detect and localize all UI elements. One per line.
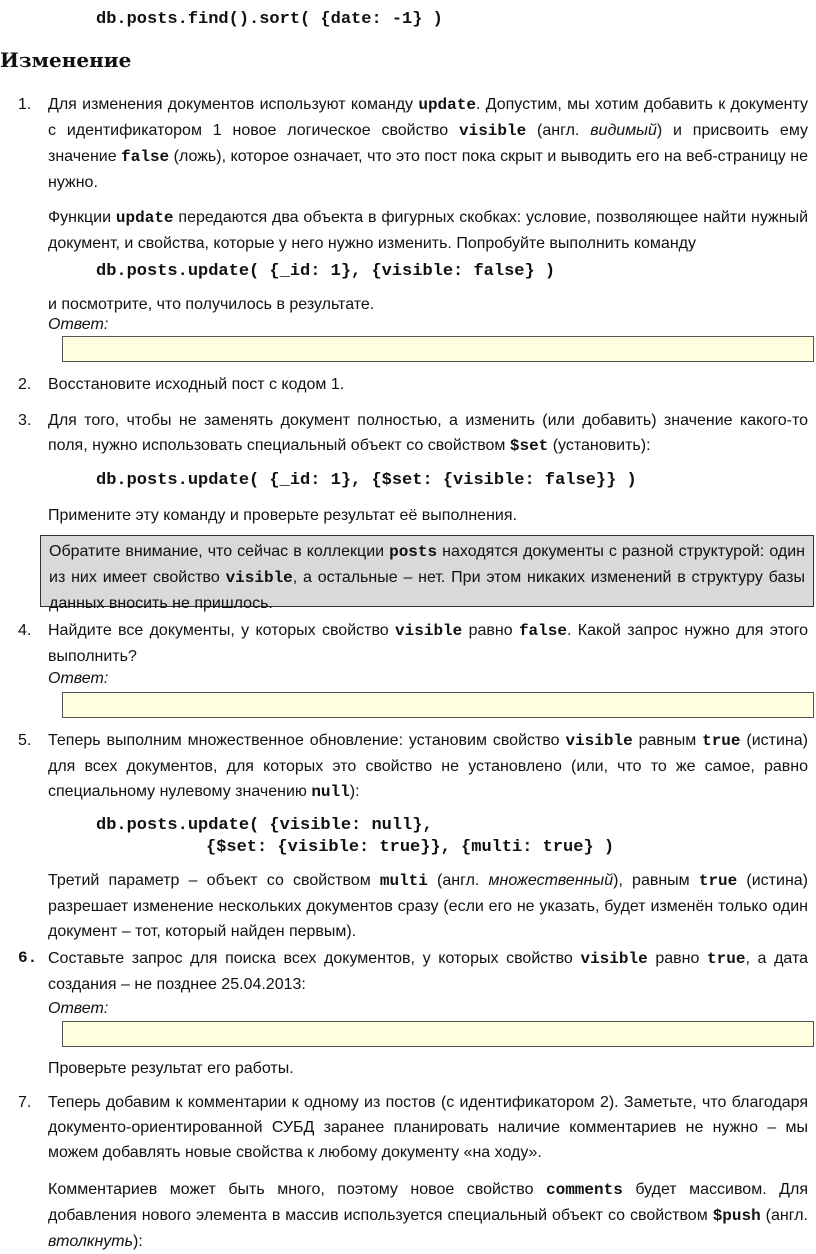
code-keyword: visible	[225, 569, 293, 587]
text-run: будет массивом. Для добавления нового элемента в массив используется специальный объект со свойством	[48, 1181, 809, 1224]
note-text	[49, 539, 805, 616]
code-keyword: null	[311, 783, 350, 801]
sort-code-line: db.posts.find().sort( {date: -1} )	[96, 10, 443, 29]
code-keyword: $push	[712, 1207, 761, 1225]
code-keyword: true	[698, 872, 738, 890]
text-run: , а остальные – нет. При этом никаких изменений в структуру базы данных вносить не пришлось.	[49, 569, 805, 612]
text-run: (ложь), которое означает, что это пост пока скрыт и выводить его на веб-страницу не нужно.	[48, 148, 808, 191]
item-number: 7.	[18, 1094, 32, 1111]
item-number: 2.	[18, 376, 32, 393]
section-title: Изменение	[0, 48, 132, 72]
text-run: множественный	[488, 872, 614, 889]
answer-field[interactable]	[62, 336, 814, 362]
set-code-line: db.posts.update( {_id: 1}, {$set: {visible: false}} )	[96, 471, 637, 490]
text-run: Для изменения документов используют команду	[48, 96, 419, 113]
code-keyword: update	[115, 209, 174, 227]
text-run: передаются два объекта в фигурных скобках: условие, позволяющее найти нужный документ, и свойства, которые у него нужно изменить. Попробуйте выполнить команду	[48, 209, 809, 252]
answer-label: Ответ:	[48, 316, 109, 333]
multi-code-line-1: db.posts.update( {visible: null},	[96, 816, 433, 835]
text-run: втолкнуть	[48, 1233, 133, 1250]
item-number: 5.	[18, 732, 32, 749]
text-run: видимый	[590, 122, 657, 139]
text-run: Составьте запрос для поиска всех документов, у которых свойство	[48, 950, 581, 967]
text-run: Комментариев может быть много, поэтому новое свойство	[48, 1181, 546, 1198]
update-code-line: db.posts.update( {_id: 1}, {visible: false} )	[96, 262, 556, 281]
item-number: 6.	[18, 949, 38, 967]
multi-code-line-2: {$set: {visible: true}}, {multi: true} )	[206, 838, 615, 857]
item2-paragraph: Восстановите исходный пост с кодом 1.	[48, 376, 345, 393]
item3-paragraph	[48, 408, 808, 459]
text-run: , а дата создания – не позднее 25.04.2013:	[48, 950, 809, 993]
text-run: Найдите все документы, у которых свойство	[48, 622, 396, 639]
text-run: находятся документы с разной структурой: один из них имеет свойство	[49, 543, 805, 586]
item7-paragraph-2	[48, 1177, 808, 1254]
answer-label: Ответ:	[48, 1000, 109, 1017]
code-keyword: $set	[509, 437, 549, 455]
item-number: 4.	[18, 622, 32, 639]
text-run: ), равным	[613, 872, 699, 889]
code-keyword: true	[702, 732, 741, 750]
text-run: . Какой запрос нужно для этого выполнить?	[48, 622, 809, 665]
text-run: равно	[647, 950, 708, 967]
code-keyword: update	[418, 96, 476, 114]
note-box	[40, 535, 814, 612]
code-keyword: comments	[546, 1181, 623, 1199]
code-keyword: false	[121, 148, 170, 166]
item-number: 1.	[18, 96, 32, 113]
item1-paragraph-3: и посмотрите, что получилось в результате.	[48, 296, 375, 313]
item1-paragraph-2	[48, 205, 808, 256]
answer-label: Ответ:	[48, 670, 109, 687]
text-run: . Допустим, мы хотим добавить к документу с идентификатором 1 новое логическое свойство	[48, 96, 808, 139]
text-run: (истина) разрешает изменение нескольких документов сразу (если его не указать, будет изменён только один документ – тот, который найден первым).	[48, 872, 809, 940]
text-run: Для того, чтобы не заменять документ полностью, а изменить (или добавить) значение какого-то поля, нужно использовать специальный объект со свойством	[48, 412, 808, 454]
code-keyword: visible	[565, 732, 633, 750]
code-keyword: multi	[379, 872, 428, 890]
text-run: (англ.	[760, 1207, 809, 1224]
item6-paragraph-2: Проверьте результат его работы.	[48, 1060, 294, 1077]
text-run: равно	[462, 622, 519, 639]
item7-paragraph: Теперь добавим к комментарии к одному из постов (с идентификатором 2). Заметьте, что благодаря документо-ориентированной СУБД заранее планировать наличие комментариев не нужно – мы можем добавлять новые свойства к любому документу «на ходу».	[48, 1094, 808, 1161]
item-number: 3.	[18, 412, 32, 429]
text-run: Третий параметр – объект со свойством	[48, 872, 380, 889]
text-run: Теперь выполним множественное обновление: установим свойство	[48, 732, 566, 749]
item6-paragraph	[48, 946, 808, 997]
answer-field[interactable]	[62, 1021, 814, 1047]
text-run: ):	[349, 783, 360, 800]
item5-paragraph	[48, 728, 808, 805]
text-run: (установить):	[548, 437, 651, 454]
item1-paragraph	[48, 92, 808, 195]
text-run: (истина) для всех документов, для которых это свойство не установлено (или, что то же самое, равно специальному нулевому значению	[48, 732, 808, 800]
answer-field[interactable]	[62, 692, 814, 718]
text-run: ) и присвоить ему значение	[48, 122, 809, 165]
code-keyword: visible	[458, 122, 527, 140]
text-run: (англ.	[427, 872, 489, 889]
code-keyword: posts	[389, 543, 438, 561]
code-keyword: true	[707, 950, 746, 968]
text-run: Функции	[48, 209, 116, 226]
answer-label-text: Ответ	[48, 670, 104, 687]
answer-label-text: Ответ	[48, 316, 104, 333]
code-keyword: false	[518, 622, 567, 640]
text-run: (англ.	[526, 122, 591, 139]
text-run: ):	[133, 1233, 143, 1250]
text-run: равным	[632, 732, 703, 749]
item4-paragraph	[48, 618, 808, 669]
code-keyword: visible	[580, 950, 648, 968]
code-keyword: visible	[395, 622, 463, 640]
answer-label-text: Ответ	[48, 1000, 104, 1017]
item5-paragraph-2	[48, 868, 808, 944]
item3-paragraph-2: Примените эту команду и проверьте результат её выполнения.	[48, 507, 517, 524]
text-run: Обратите внимание, что сейчас в коллекции	[49, 543, 390, 560]
